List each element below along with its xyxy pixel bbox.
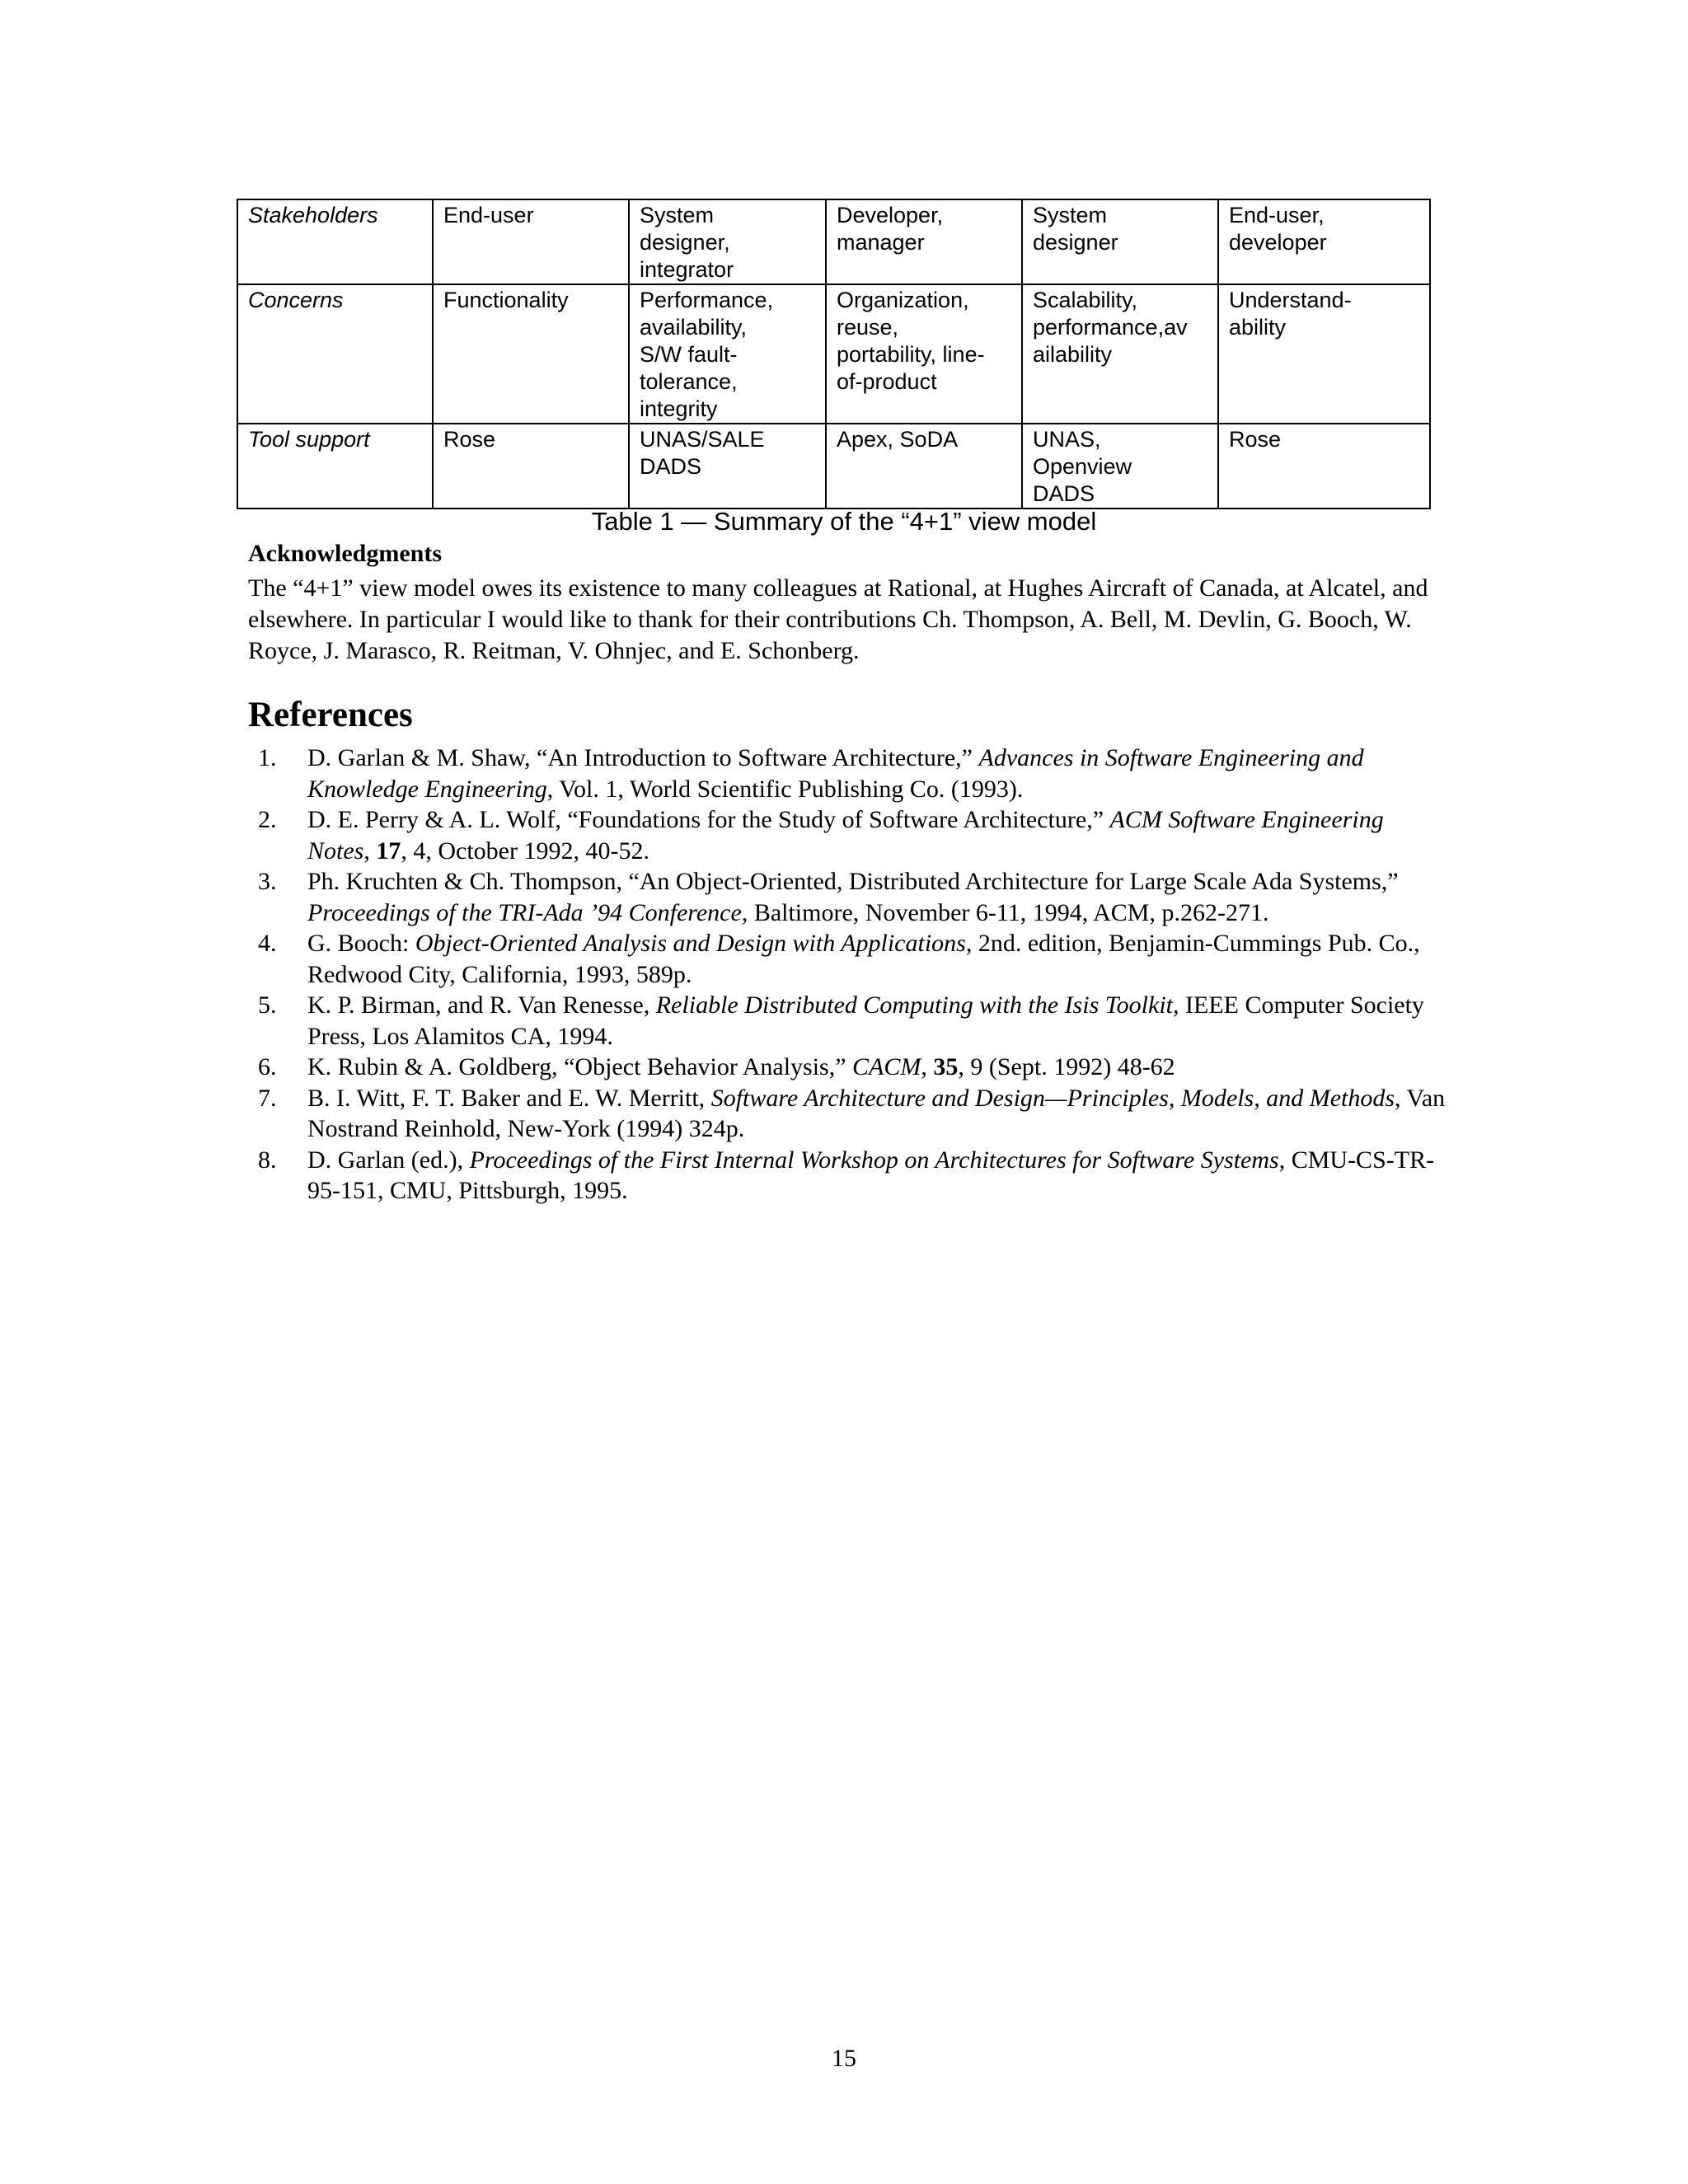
reference-fragment: K. P. Birman, and R. Van Renesse, bbox=[307, 991, 656, 1019]
reference-item bbox=[248, 866, 1451, 928]
reference-fragment: , Baltimore, November 6-11, 1994, ACM, p.262-271. bbox=[741, 898, 1269, 926]
reference-number: 3. bbox=[258, 868, 277, 895]
table-cell: Performance, availability, S/W fault- tolerance, integrity bbox=[629, 284, 826, 424]
reference-number: 5. bbox=[258, 991, 277, 1019]
reference-title: Advances in Software Engineering and Knowledge Engineering bbox=[307, 744, 1364, 803]
table-row-header: Concerns bbox=[237, 284, 433, 424]
reference-item bbox=[248, 990, 1451, 1052]
reference-text bbox=[307, 991, 1424, 1050]
reference-number: 1. bbox=[258, 744, 277, 771]
reference-fragment: K. Rubin & A. Goldberg, “Object Behavior Analysis,” bbox=[307, 1053, 853, 1080]
reference-fragment: Ph. Kruchten & Ch. Thompson, “An Object-Oriented, Distributed Architecture for Large Scale Ada Systems,” bbox=[307, 868, 1399, 895]
reference-title: CACM bbox=[852, 1053, 921, 1080]
reference-fragment: , 4, October 1992, 40-52. bbox=[401, 837, 649, 865]
reference-text bbox=[307, 1053, 1175, 1080]
reference-number: 8. bbox=[258, 1146, 277, 1174]
table-cell: Understand- ability bbox=[1218, 284, 1430, 424]
reference-fragment: , Van Nostrand Reinhold, New-York (1994) 324p. bbox=[307, 1084, 1446, 1142]
reference-item bbox=[248, 1052, 1451, 1083]
table-cell: Functionality bbox=[433, 284, 629, 424]
reference-title: Object-Oriented Analysis and Design with Applications bbox=[415, 930, 966, 957]
reference-text bbox=[307, 1146, 1434, 1205]
references-heading: References bbox=[248, 696, 413, 734]
reference-volume: 35 bbox=[933, 1053, 959, 1080]
reference-item bbox=[248, 1083, 1451, 1145]
reference-text bbox=[307, 868, 1399, 926]
table-row-header: Stakeholders bbox=[237, 199, 433, 284]
reference-item bbox=[248, 743, 1451, 804]
reference-title: Reliable Distributed Computing with the Isis Toolkit, bbox=[655, 991, 1179, 1019]
reference-fragment: D. E. Perry & A. L. Wolf, “Foundations for the Study of Software Architecture,” bbox=[307, 806, 1110, 833]
reference-fragment: , Vol. 1, World Scientific Publishing Co. (1993). bbox=[546, 775, 1024, 803]
reference-fragment: IEEE Computer Society Press, Los Alamitos CA, 1994. bbox=[307, 991, 1424, 1050]
reference-title: ACM Software Engineering Notes bbox=[307, 806, 1384, 865]
table-cell: Scalability, performance,av ailability bbox=[1022, 284, 1218, 424]
reference-text bbox=[307, 1085, 1445, 1143]
table-caption: Table 1 — Summary of the “4+1” view model bbox=[591, 507, 1097, 536]
table-row bbox=[237, 424, 1430, 509]
reference-number: 6. bbox=[258, 1053, 277, 1080]
reference-fragment: G. Booch: bbox=[307, 930, 415, 957]
table-cell: System designer bbox=[1022, 199, 1218, 284]
table-cell: System designer, integrator bbox=[629, 199, 826, 284]
table-cell: Apex, SoDA bbox=[826, 424, 1022, 509]
reference-text bbox=[307, 806, 1384, 865]
reference-volume: 17 bbox=[376, 837, 401, 865]
reference-number: 4. bbox=[258, 930, 277, 957]
reference-fragment: , 9 (Sept. 1992) 48-62 bbox=[958, 1053, 1175, 1080]
table-cell: UNAS, Openview DADS bbox=[1022, 424, 1218, 509]
reference-fragment: , bbox=[921, 1053, 934, 1080]
table-cell: Rose bbox=[1218, 424, 1430, 509]
reference-fragment: D. Garlan & M. Shaw, “An Introduction to Software Architecture,” bbox=[307, 744, 979, 771]
table-cell: Developer, manager bbox=[826, 199, 1022, 284]
summary-table bbox=[237, 199, 1431, 509]
table-cell: Organization, reuse, portability, line- of-product bbox=[826, 284, 1022, 424]
reference-item bbox=[248, 928, 1451, 990]
reference-fragment: , 2nd. edition, Benjamin-Cummings Pub. Co., Redwood City, California, 1993, 589p. bbox=[307, 930, 1420, 988]
reference-item bbox=[248, 804, 1451, 866]
table-cell: End-user, developer bbox=[1218, 199, 1430, 284]
reference-fragment: D. Garlan (ed.), bbox=[307, 1146, 470, 1174]
table-cell: Rose bbox=[433, 424, 629, 509]
table-row-header: Tool support bbox=[237, 424, 433, 509]
reference-number: 7. bbox=[258, 1084, 277, 1112]
reference-list bbox=[248, 743, 1451, 1207]
reference-item bbox=[248, 1145, 1451, 1207]
reference-title: Proceedings of the TRI-Ada ’94 Conference bbox=[307, 898, 742, 926]
reference-fragment: , bbox=[363, 837, 377, 865]
reference-title: Proceedings of the First Internal Workshop on Architectures for Software Systems bbox=[469, 1146, 1279, 1174]
table-row bbox=[237, 199, 1430, 284]
reference-text bbox=[307, 744, 1364, 803]
reference-text bbox=[307, 930, 1420, 988]
reference-number: 2. bbox=[258, 806, 277, 833]
reference-fragment: B. I. Witt, F. T. Baker and E. W. Merritt, bbox=[307, 1084, 711, 1112]
table-cell: UNAS/SALE DADS bbox=[629, 424, 826, 509]
reference-title: Software Architecture and Design—Principles, Models, and Methods bbox=[710, 1084, 1395, 1112]
table-row bbox=[237, 284, 1430, 424]
page-number: 15 bbox=[832, 2045, 856, 2072]
acknowledgments-text: The “4+1” view model owes its existence to many colleagues at Rational, at Hughes Aircraft of Canada, at Alcatel, and elsewhere. In particular I would like to thank for their contributions Ch. Thompson, A. Bell, M. Devlin, G. Booch, W. Royce, J. Marasco, R. Reitman, V. Ohnjec, and E. Schonberg. bbox=[248, 574, 1428, 664]
reference-fragment: , CMU-CS-TR-95-151, CMU, Pittsburgh, 1995. bbox=[307, 1146, 1435, 1204]
acknowledgments-heading: Acknowledgments bbox=[248, 540, 443, 567]
table-cell: End-user bbox=[433, 199, 629, 284]
